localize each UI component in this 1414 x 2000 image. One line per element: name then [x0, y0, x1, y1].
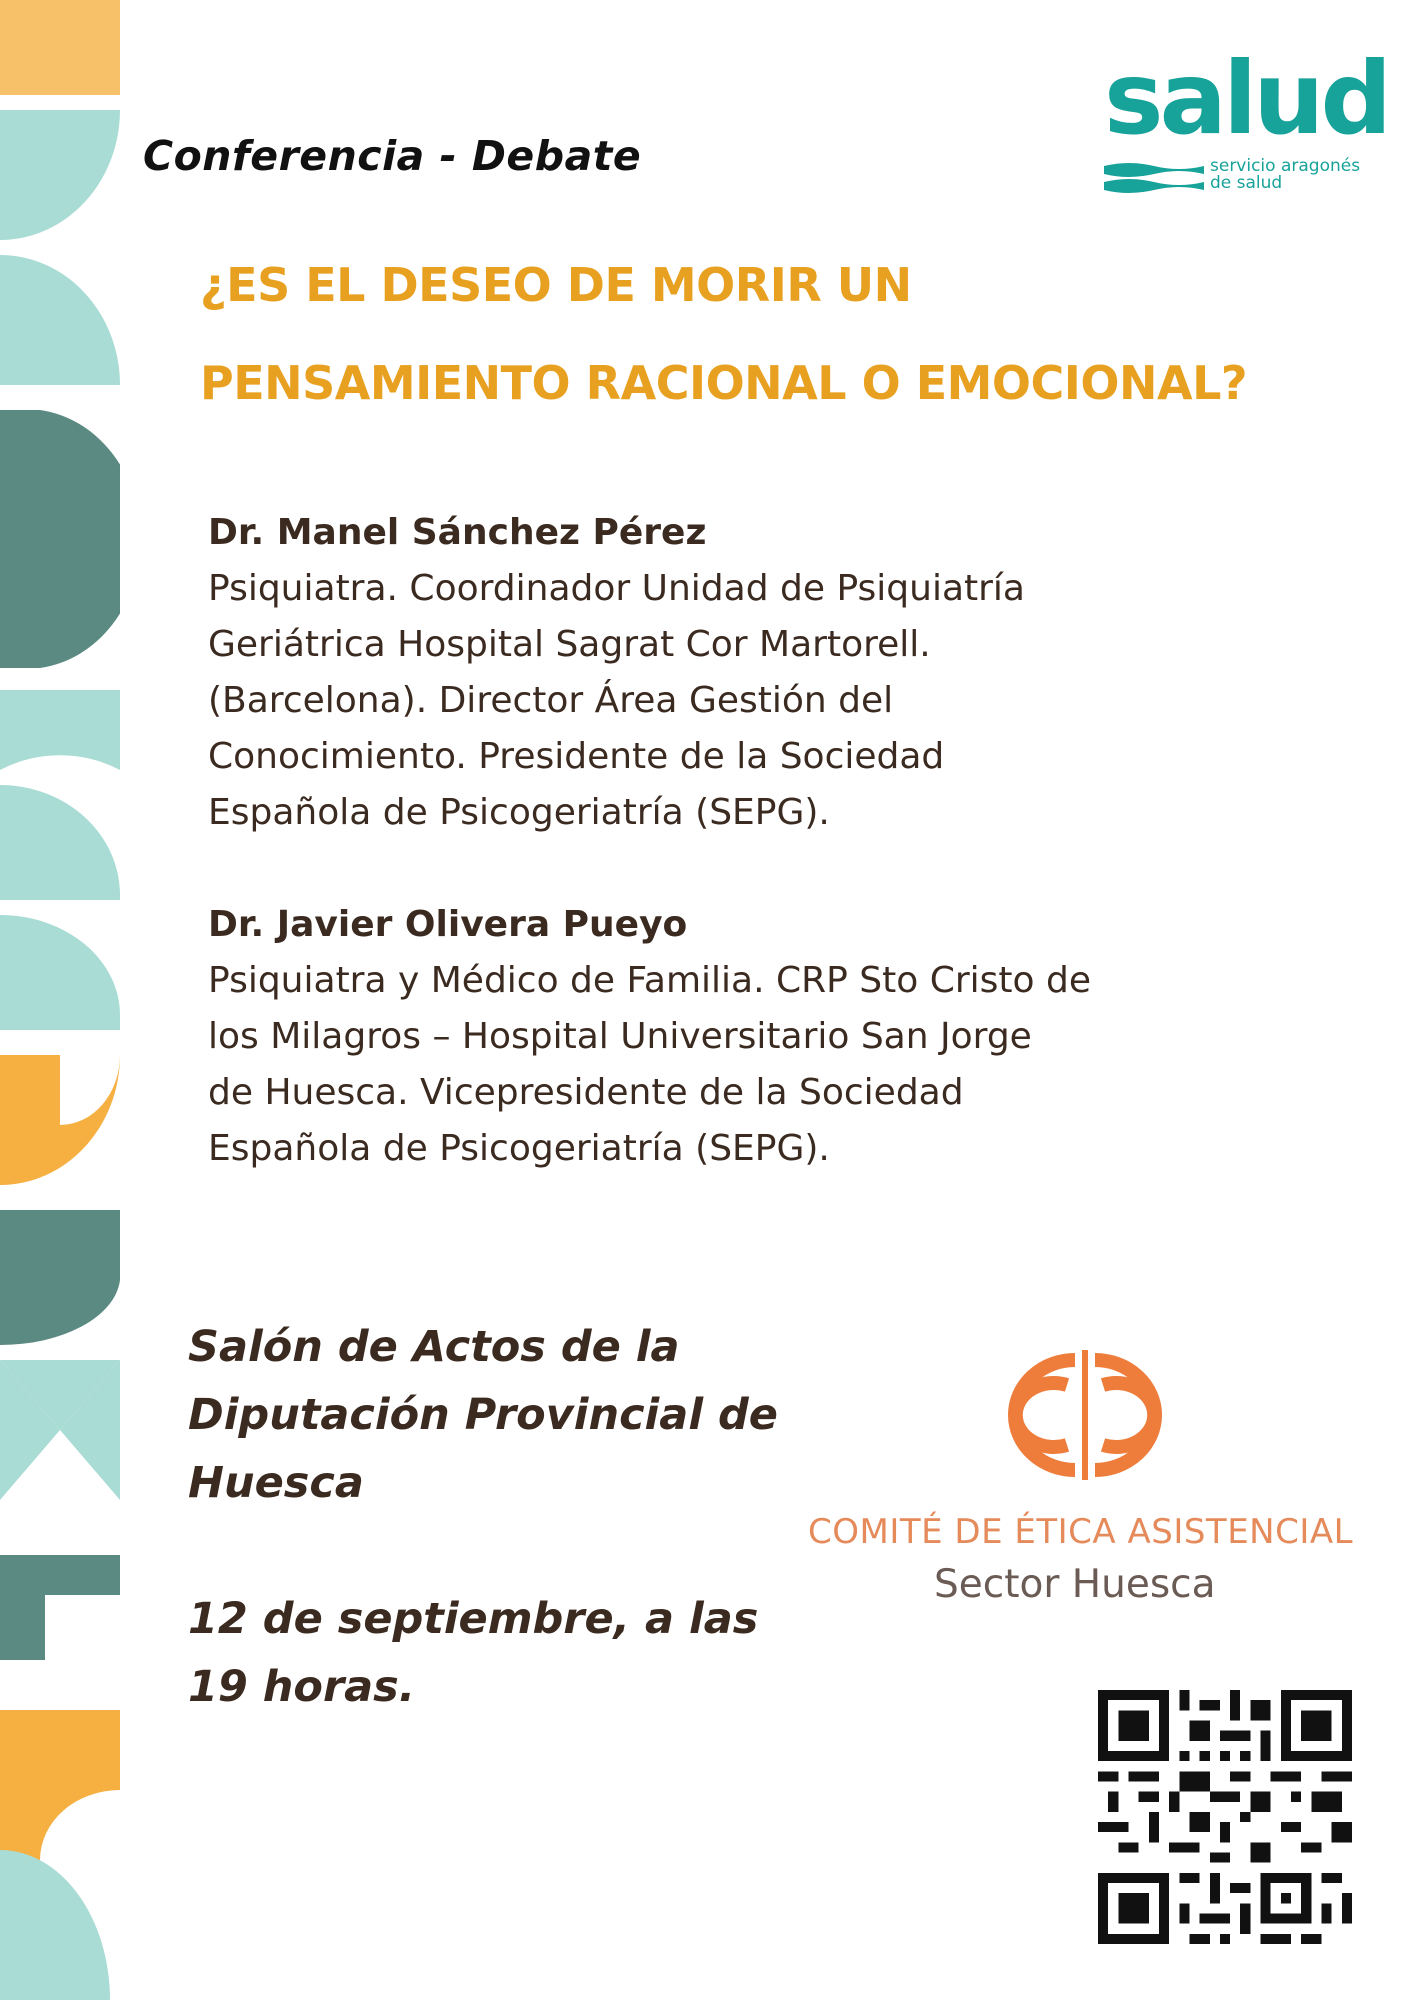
- qr-code-icon[interactable]: [1098, 1690, 1352, 1944]
- committee-logo-icon: [955, 1330, 1215, 1500]
- speaker-2-name: Dr. Javier Olivera Pueyo: [208, 904, 688, 945]
- salud-logo-icon: [1104, 40, 1389, 198]
- venue-line: Diputación Provincial de: [188, 1390, 778, 1440]
- speaker-1-bio-line: Española de Psicogeriatría (SEPG).: [208, 792, 830, 833]
- venue-line: Salón de Actos de la: [188, 1322, 680, 1372]
- event-type-label: Conferencia - Debate: [143, 132, 642, 180]
- speaker-2-bio-line: Española de Psicogeriatría (SEPG).: [208, 1128, 830, 1169]
- wave-icon: [1104, 160, 1204, 196]
- venue-line: Huesca: [188, 1458, 364, 1508]
- date-line: 19 horas.: [188, 1662, 416, 1712]
- logo-subtitle: [1210, 158, 1360, 192]
- speaker-1-name: Dr. Manel Sánchez Pérez: [208, 512, 707, 553]
- date-line: 12 de septiembre, a las: [188, 1594, 759, 1644]
- speaker-1-bio-line: Geriátrica Hospital Sagrat Cor Martorell.: [208, 624, 931, 665]
- speaker-1-bio-line: Psiquiatra. Coordinador Unidad de Psiquiatría: [208, 568, 1025, 609]
- committee-title: COMITÉ DE ÉTICA ASISTENCIAL: [808, 1512, 1354, 1552]
- speaker-2-bio-line: de Huesca. Vicepresidente de la Sociedad: [208, 1072, 964, 1113]
- title-line-2: PENSAMIENTO RACIONAL O EMOCIONAL?: [200, 356, 1248, 410]
- logo-sub-line: servicio aragonés: [1210, 156, 1361, 176]
- speaker-1-bio-line: (Barcelona). Director Área Gestión del: [208, 680, 894, 721]
- committee-subtitle: Sector Huesca: [934, 1562, 1216, 1607]
- title-line-1: ¿ES EL DESEO DE MORIR UN: [200, 258, 912, 312]
- geometric-stripe-icon: [0, 0, 120, 2000]
- speaker-2-bio-line: Psiquiatra y Médico de Familia. CRP Sto Cristo de: [208, 960, 1092, 1001]
- speaker-2-bio-line: los Milagros – Hospital Universitario San Jorge: [208, 1016, 1032, 1057]
- committee-logo: [800, 1330, 1390, 1620]
- logo-word: salud: [1104, 40, 1389, 157]
- logo-sub-line: de salud: [1210, 173, 1283, 193]
- speaker-1-bio-line: Conocimiento. Presidente de la Sociedad: [208, 736, 945, 777]
